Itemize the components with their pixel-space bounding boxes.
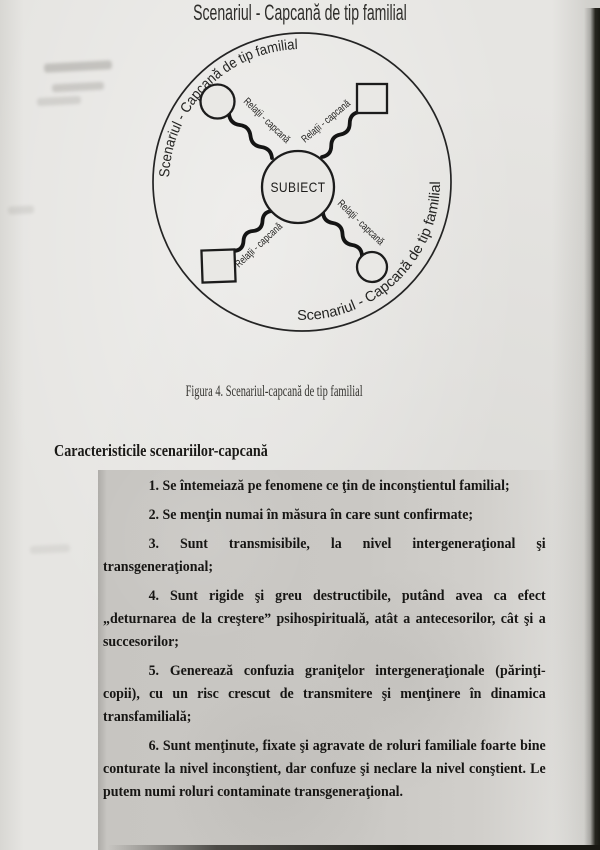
satellite-square-bottomleft (201, 249, 235, 282)
relation-label-bottomleft: Relaţii - capcană (232, 208, 299, 271)
relation-label-bottomright: Relaţii - capcană (334, 197, 400, 261)
page-edge-shadow-right (584, 8, 600, 850)
figure-number-caption (0, 383, 549, 401)
figure-diagram (0, 0, 600, 345)
body-text-block (98, 470, 577, 850)
bleedthrough-artifact (30, 544, 70, 554)
ring-label-bottom-text: Scenariul - Capcană de tip familial (297, 181, 445, 324)
paragraph-5: 5. Generează confuzia graniţelor intergeneraţionale (părinţi-copii), cu un risc crescut de transmitere şi menţinere în dinamica transfamilială; (103, 663, 546, 725)
paragraph-6: 6. Sunt menţinute, fixate şi agravate de roluri familiale foarte bine conturate la nivel inconştient, dar confuze şi neclare la nivel conştient. Le putem numi roluri contaminate transgeneraţional. (103, 738, 546, 800)
figure-caption-text: Scenariul - Capcană de tip familial (193, 0, 407, 25)
section-heading (54, 441, 312, 461)
paragraph-2: 2. Se menţin numai în măsura în care sunt confirmate; (148, 507, 474, 523)
satellite-circle-bottomright (357, 252, 387, 282)
satellite-square-topright (357, 84, 387, 113)
body-text-inner (103, 470, 546, 804)
figure-caption (0, 0, 600, 26)
page-edge-shadow-bottom (108, 845, 600, 850)
satellite-circle-topleft (201, 85, 235, 119)
subject-label: SUBIECT (270, 179, 326, 195)
relation-label-topright: Relaţii - capcană (299, 85, 367, 146)
paragraph-3: 3. Sunt transmisibile, la nivel intergeneraţional şi transgeneraţional; (103, 536, 546, 575)
paragraph-4: 4. Sunt rigide şi greu destructibile, putând avea ca efect „deturnarea de la creştere” psihospirituală, atât a antecesorilor, cât şi a succesorilor; (103, 588, 546, 650)
figure-number-caption-text: Figura 4. Scenariul-capcană de tip familial (185, 383, 364, 400)
paragraph-1: 1. Se întemeiază pe fenomene ce ţin de inconştientul familial; (148, 478, 510, 494)
section-heading-text: Caracteristicile scenariilor-capcană (54, 441, 268, 460)
relation-label-topleft: Relaţii - capcană (240, 95, 306, 159)
ring-label-top-text: Scenariul - Capcană de tip familial (157, 37, 299, 178)
